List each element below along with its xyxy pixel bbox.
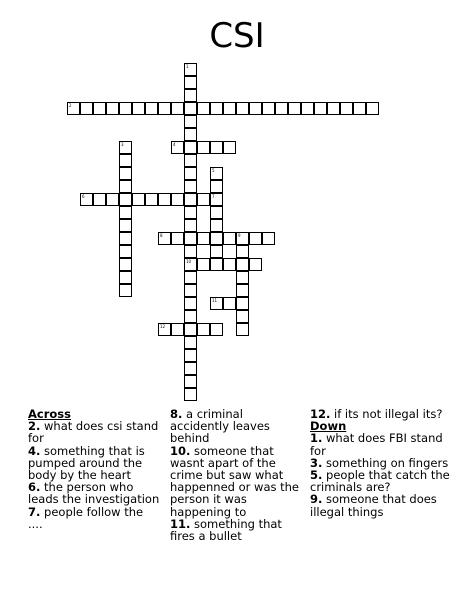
across-heading: Across <box>28 407 71 421</box>
clue-text: what does csi stand for <box>28 419 159 446</box>
grid-cell[interactable] <box>236 310 249 323</box>
grid-cell[interactable] <box>158 102 171 115</box>
clue-column-3 <box>310 408 450 518</box>
grid-cell[interactable] <box>93 102 106 115</box>
grid-cell[interactable] <box>184 232 197 245</box>
grid-cell[interactable] <box>275 102 288 115</box>
grid-cell[interactable] <box>236 102 249 115</box>
grid-cell[interactable] <box>288 102 301 115</box>
grid-cell[interactable] <box>184 89 197 102</box>
grid-cell[interactable] <box>119 258 132 271</box>
grid-cell[interactable] <box>236 258 249 271</box>
grid-cell[interactable] <box>210 323 223 336</box>
grid-cell[interactable] <box>119 206 132 219</box>
cell-number: 1 <box>186 64 189 69</box>
grid-cell[interactable] <box>67 102 80 115</box>
grid-cell[interactable] <box>119 219 132 232</box>
cell-number: 8 <box>160 233 163 238</box>
grid-cell[interactable] <box>340 102 353 115</box>
clue-text: someone that wasnt apart of the crime but saw what happenned or was the person it was happening to <box>170 443 300 519</box>
grid-cell[interactable] <box>210 180 223 193</box>
clue-across-11 <box>170 518 300 542</box>
grid-cell[interactable] <box>327 102 340 115</box>
grid-cell[interactable] <box>184 167 197 180</box>
grid-cell[interactable] <box>119 193 132 206</box>
cell-number: 6 <box>82 194 85 199</box>
grid-cell[interactable] <box>366 102 379 115</box>
grid-cell[interactable] <box>223 232 236 245</box>
grid-cell[interactable] <box>223 258 236 271</box>
cell-number: 7 <box>212 194 215 199</box>
grid-cell[interactable] <box>184 206 197 219</box>
clue-number: 4. <box>28 443 41 458</box>
clue-text: something that is pumped around the body by the heart <box>28 443 145 483</box>
clue-number: 3. <box>310 455 323 470</box>
grid-cell[interactable] <box>301 102 314 115</box>
grid-cell[interactable] <box>158 193 171 206</box>
grid-cell[interactable] <box>236 232 249 245</box>
clue-text: if its not illegal its? <box>334 407 443 421</box>
cell-number: 10 <box>186 259 192 264</box>
grid-cell[interactable] <box>158 323 171 336</box>
cell-number: 3 <box>121 142 124 147</box>
grid-cell[interactable] <box>184 115 197 128</box>
grid-cell[interactable] <box>119 271 132 284</box>
grid-cell[interactable] <box>184 245 197 258</box>
clue-number: 7. <box>28 504 41 519</box>
grid-cell[interactable] <box>210 219 223 232</box>
grid-cell[interactable] <box>236 323 249 336</box>
grid-cell[interactable] <box>236 284 249 297</box>
clue-number: 10. <box>170 443 191 458</box>
clue-number: 2. <box>28 419 41 434</box>
cell-number: 2 <box>69 103 72 108</box>
clue-across-7 <box>28 506 160 530</box>
grid-cell[interactable] <box>119 180 132 193</box>
grid-cell[interactable] <box>353 102 366 115</box>
grid-cell[interactable] <box>119 232 132 245</box>
grid-cell[interactable] <box>197 102 210 115</box>
grid-cell[interactable] <box>236 271 249 284</box>
grid-cell[interactable] <box>119 102 132 115</box>
clue-text: someone that does illegal things <box>310 492 437 519</box>
clue-across-10 <box>170 445 300 518</box>
clue-number: 5. <box>310 468 323 483</box>
grid-cell[interactable] <box>171 232 184 245</box>
clue-across-2 <box>28 420 160 444</box>
grid-cell[interactable] <box>132 102 145 115</box>
grid-cell[interactable] <box>184 388 197 401</box>
grid-cell[interactable] <box>249 102 262 115</box>
grid-cell[interactable] <box>210 232 223 245</box>
clue-number: 1. <box>310 431 323 446</box>
cell-number: 4 <box>173 142 176 147</box>
grid-cell[interactable] <box>197 141 210 154</box>
clue-number: 6. <box>28 480 41 495</box>
grid-cell[interactable] <box>184 102 197 115</box>
grid-cell[interactable] <box>106 102 119 115</box>
clue-column-1 <box>28 408 160 530</box>
cell-number: 9 <box>238 233 241 238</box>
grid-cell[interactable] <box>184 375 197 388</box>
clue-down-9 <box>310 493 450 517</box>
grid-cell[interactable] <box>210 102 223 115</box>
clue-down-1 <box>310 432 450 456</box>
clue-number: 11. <box>170 516 191 531</box>
grid-cell[interactable] <box>249 258 262 271</box>
clue-across-6 <box>28 481 160 505</box>
grid-cell[interactable] <box>93 193 106 206</box>
grid-cell[interactable] <box>210 297 223 310</box>
clue-column-2 <box>170 408 300 542</box>
grid-cell[interactable] <box>184 284 197 297</box>
puzzle-title: CSI <box>209 16 265 56</box>
grid-cell[interactable] <box>184 297 197 310</box>
grid-cell[interactable] <box>119 141 132 154</box>
down-heading: Down <box>310 419 347 434</box>
grid-cell[interactable] <box>197 323 210 336</box>
cell-number: 12 <box>160 324 166 329</box>
clue-number: 9. <box>310 492 323 507</box>
grid-cell[interactable] <box>119 284 132 297</box>
grid-cell[interactable] <box>236 297 249 310</box>
grid-cell[interactable] <box>80 193 93 206</box>
grid-cell[interactable] <box>184 310 197 323</box>
grid-cell[interactable] <box>171 141 184 154</box>
clue-number: 12. <box>310 407 331 421</box>
grid-cell[interactable] <box>158 232 171 245</box>
grid-cell[interactable] <box>184 193 197 206</box>
grid-cell[interactable] <box>132 193 145 206</box>
grid-cell[interactable] <box>197 258 210 271</box>
grid-cell[interactable] <box>171 102 184 115</box>
grid-cell[interactable] <box>184 323 197 336</box>
cell-number: 5 <box>212 168 215 173</box>
grid-cell[interactable] <box>249 232 262 245</box>
grid-cell[interactable] <box>223 102 236 115</box>
grid-cell[interactable] <box>119 154 132 167</box>
grid-cell[interactable] <box>197 193 210 206</box>
clue-text: the person who leads the investigation <box>28 480 160 507</box>
grid-cell[interactable] <box>210 245 223 258</box>
grid-cell[interactable] <box>80 102 93 115</box>
grid-cell[interactable] <box>197 232 210 245</box>
grid-cell[interactable] <box>210 167 223 180</box>
clue-text: what does FBI stand for <box>310 431 443 458</box>
grid-cell[interactable] <box>223 141 236 154</box>
grid-cell[interactable] <box>236 245 249 258</box>
grid-cell[interactable] <box>171 193 184 206</box>
grid-cell[interactable] <box>106 193 119 206</box>
grid-cell[interactable] <box>184 63 197 76</box>
clue-text: a criminal accidently leaves behind <box>170 407 270 446</box>
grid-cell[interactable] <box>184 141 197 154</box>
clue-text: people that catch the criminals are? <box>310 468 450 495</box>
grid-cell[interactable] <box>184 258 197 271</box>
grid-cell[interactable] <box>262 232 275 245</box>
clue-down-5 <box>310 469 450 493</box>
grid-cell[interactable] <box>171 323 184 336</box>
clue-across-8 <box>170 408 300 445</box>
grid-cell[interactable] <box>184 76 197 89</box>
grid-cell[interactable] <box>145 193 158 206</box>
grid-cell[interactable] <box>184 271 197 284</box>
grid-cell[interactable] <box>184 362 197 375</box>
clue-text: people follow the .... <box>28 504 144 531</box>
grid-cell[interactable] <box>223 297 236 310</box>
grid-cell[interactable] <box>184 180 197 193</box>
grid-cell[interactable] <box>119 245 132 258</box>
grid-cell[interactable] <box>210 193 223 206</box>
grid-cell[interactable] <box>210 206 223 219</box>
clue-number: 8. <box>170 407 183 421</box>
grid-cell[interactable] <box>145 102 158 115</box>
clue-across-4 <box>28 445 160 482</box>
grid-cell[interactable] <box>210 258 223 271</box>
clue-text: something that fires a bullet <box>170 516 282 544</box>
grid-cell[interactable] <box>210 141 223 154</box>
grid-cell[interactable] <box>184 219 197 232</box>
clue-text: something on fingers <box>326 455 449 470</box>
grid-cell[interactable] <box>184 349 197 362</box>
grid-cell[interactable] <box>184 336 197 349</box>
grid-cell[interactable] <box>262 102 275 115</box>
grid-cell[interactable] <box>314 102 327 115</box>
grid-cell[interactable] <box>184 154 197 167</box>
cell-number: 11 <box>212 298 218 303</box>
grid-cell[interactable] <box>184 128 197 141</box>
grid-cell[interactable] <box>119 167 132 180</box>
